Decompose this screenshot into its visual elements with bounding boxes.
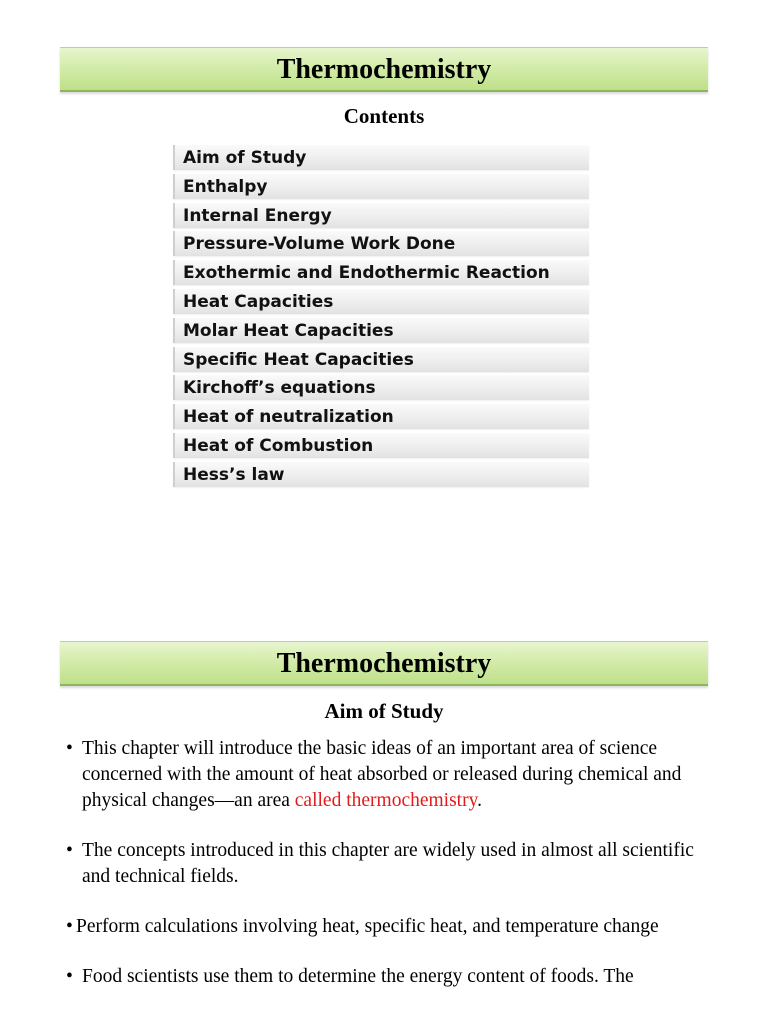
bullet-item: • The concepts introduced in this chapter are widely used in almost all scientific and technical fields. bbox=[62, 838, 712, 890]
toc-item-specific-heat-capacities[interactable]: Specific Heat Capacities bbox=[173, 347, 589, 372]
toc-item-molar-heat-capacities[interactable]: Molar Heat Capacities bbox=[173, 318, 589, 343]
bullet-item: • This chapter will introduce the basic ideas of an important area of science concerned with the amount of heat absorbed or released during chemical and physical changes—an area called thermochemistry. bbox=[62, 736, 712, 814]
bullet-item: • Food scientists use them to determine the energy content of foods. The bbox=[62, 964, 712, 990]
toc-item-exothermic-endothermic[interactable]: Exothermic and Endothermic Reaction bbox=[173, 260, 589, 285]
toc-item-hess-law[interactable]: Hess’s law bbox=[173, 462, 589, 487]
toc-item-enthalpy[interactable]: Enthalpy bbox=[173, 174, 589, 199]
toc-item-kirchoffs-equations[interactable]: Kirchoff’s equations bbox=[173, 375, 589, 400]
aim-of-study-heading: Aim of Study bbox=[324, 699, 444, 723]
table-of-contents bbox=[173, 145, 589, 491]
page-title: Thermochemistry bbox=[60, 47, 708, 92]
bullet-item: • Perform calculations involving heat, specific heat, and temperature change bbox=[62, 914, 712, 940]
slide-title: Thermochemistry bbox=[60, 641, 708, 686]
toc-item-pressure-volume-work[interactable]: Pressure-Volume Work Done bbox=[173, 231, 589, 256]
toc-item-heat-capacities[interactable]: Heat Capacities bbox=[173, 289, 589, 314]
toc-item-heat-of-combustion[interactable]: Heat of Combustion bbox=[173, 433, 589, 458]
bullet-list bbox=[62, 736, 712, 1014]
toc-item-aim-of-study[interactable]: Aim of Study bbox=[173, 145, 589, 170]
contents-heading: Contents bbox=[343, 104, 425, 128]
toc-item-internal-energy[interactable]: Internal Energy bbox=[173, 203, 589, 228]
highlighted-term: called thermochemistry bbox=[294, 790, 478, 811]
toc-item-heat-of-neutralization[interactable]: Heat of neutralization bbox=[173, 404, 589, 429]
